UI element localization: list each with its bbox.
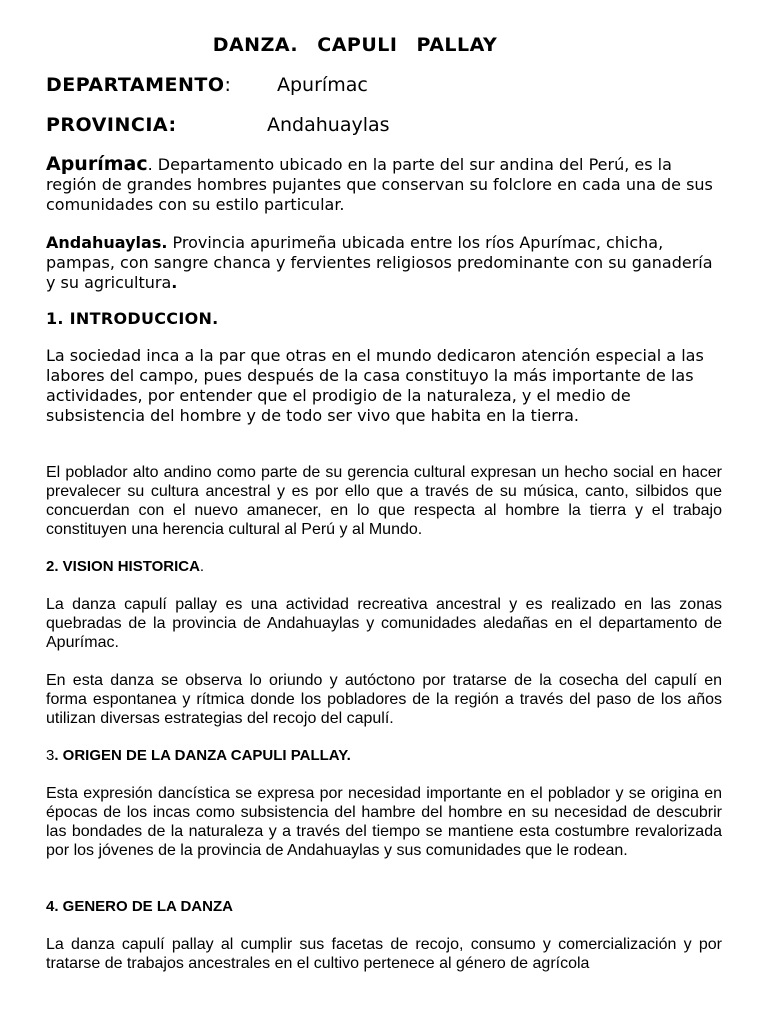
section-heading-origen: [46, 746, 722, 766]
departamento-value: Apurímac: [277, 74, 368, 96]
origen-heading-text: . ORIGEN DE LA DANZA CAPULI PALLAY.: [54, 747, 351, 764]
departamento-label: DEPARTAMENTO: [46, 74, 225, 96]
apurimac-paragraph: [46, 154, 722, 215]
apurimac-text: . Departamento ubicado en la parte del sur andina del Perú, es la región de grandes hombres pujantes que conservan su folclore en cada una de sus comunidades con su estilo particular.: [46, 155, 713, 214]
vision-heading-end: .: [199, 558, 205, 575]
provincia-value: Andahuaylas: [267, 114, 390, 136]
provincia-line: [46, 112, 722, 138]
departamento-line: [46, 72, 722, 98]
origen-paragraph: Esta expresión dancística se expresa por necesidad importante en el poblador y se origina en épocas de los incas como subsistencia del hambre del hombre en su necesidad de descubrir las bondades de la naturaleza y a través del tiempo se mantiene esta costumbre revalorizada por los jóvenes de la provincia de Andahuaylas y sus comunidades que le rodean.: [46, 785, 722, 859]
departamento-separator: :: [224, 74, 231, 96]
section-heading-genero: 4. GENERO DE LA DANZA: [46, 898, 233, 915]
genero-paragraph: La danza capulí pallay al cumplir sus facetas de recojo, consumo y comercialización y por tratarse de trabajos ancestrales en el cultivo pertenece al género de agrícola: [46, 936, 722, 972]
section-heading-vision-historica: [46, 557, 722, 577]
andahuaylas-paragraph: [46, 233, 722, 293]
andahuaylas-lead: Andahuaylas.: [46, 233, 168, 252]
introduccion-paragraph-2: El poblador alto andino como parte de su gerencia cultural expresan un hecho social en hacer prevalecer su cultura ancestral y es por ello que a través de su música, canto, silbidos que concuerdan con el nuevo amanecer, en lo que respecta al hombre la tierra y el trabajo constituyen una herencia cultural al Perú y al Mundo.: [46, 464, 722, 538]
origen-heading-number: 3: [46, 747, 55, 764]
andahuaylas-end: .: [171, 273, 178, 292]
document-title: DANZA. CAPULI PALLAY: [212, 34, 498, 56]
section-heading-introduccion: 1. INTRODUCCION.: [46, 309, 219, 328]
provincia-label: PROVINCIA:: [46, 114, 177, 136]
apurimac-lead: Apurímac: [46, 153, 148, 175]
vision-paragraph-1: La danza capulí pallay es una actividad recreativa ancestral y es realizado en las zonas quebradas de la provincia de Andahuaylas y comunidades aledañas en el departamento de Apurímac.: [46, 596, 722, 651]
vision-paragraph-2: En esta danza se observa lo oriundo y autóctono por tratarse de la cosecha del capulí en forma espontanea y rítmica donde los pobladores de la región a través del paso de los años utilizan diversas estrategias del recojo del capulí.: [46, 672, 722, 727]
vision-heading-text: 2. VISION HISTORICA: [46, 558, 200, 575]
introduccion-paragraph-1: La sociedad inca a la par que otras en el mundo dedicaron atención especial a las labores del campo, pues después de la casa constituyo la más importante de las actividades, por entender que el prodigio de la naturaleza, y el medio de subsistencia del hombre y de todo ser vivo que habita en la tierra.: [46, 346, 704, 425]
andahuaylas-text: Provincia apurimeña ubicada entre los ríos Apurímac, chicha, pampas, con sangre chanca y fervientes religiosos predominante con su ganadería y su agricultura: [46, 233, 713, 292]
